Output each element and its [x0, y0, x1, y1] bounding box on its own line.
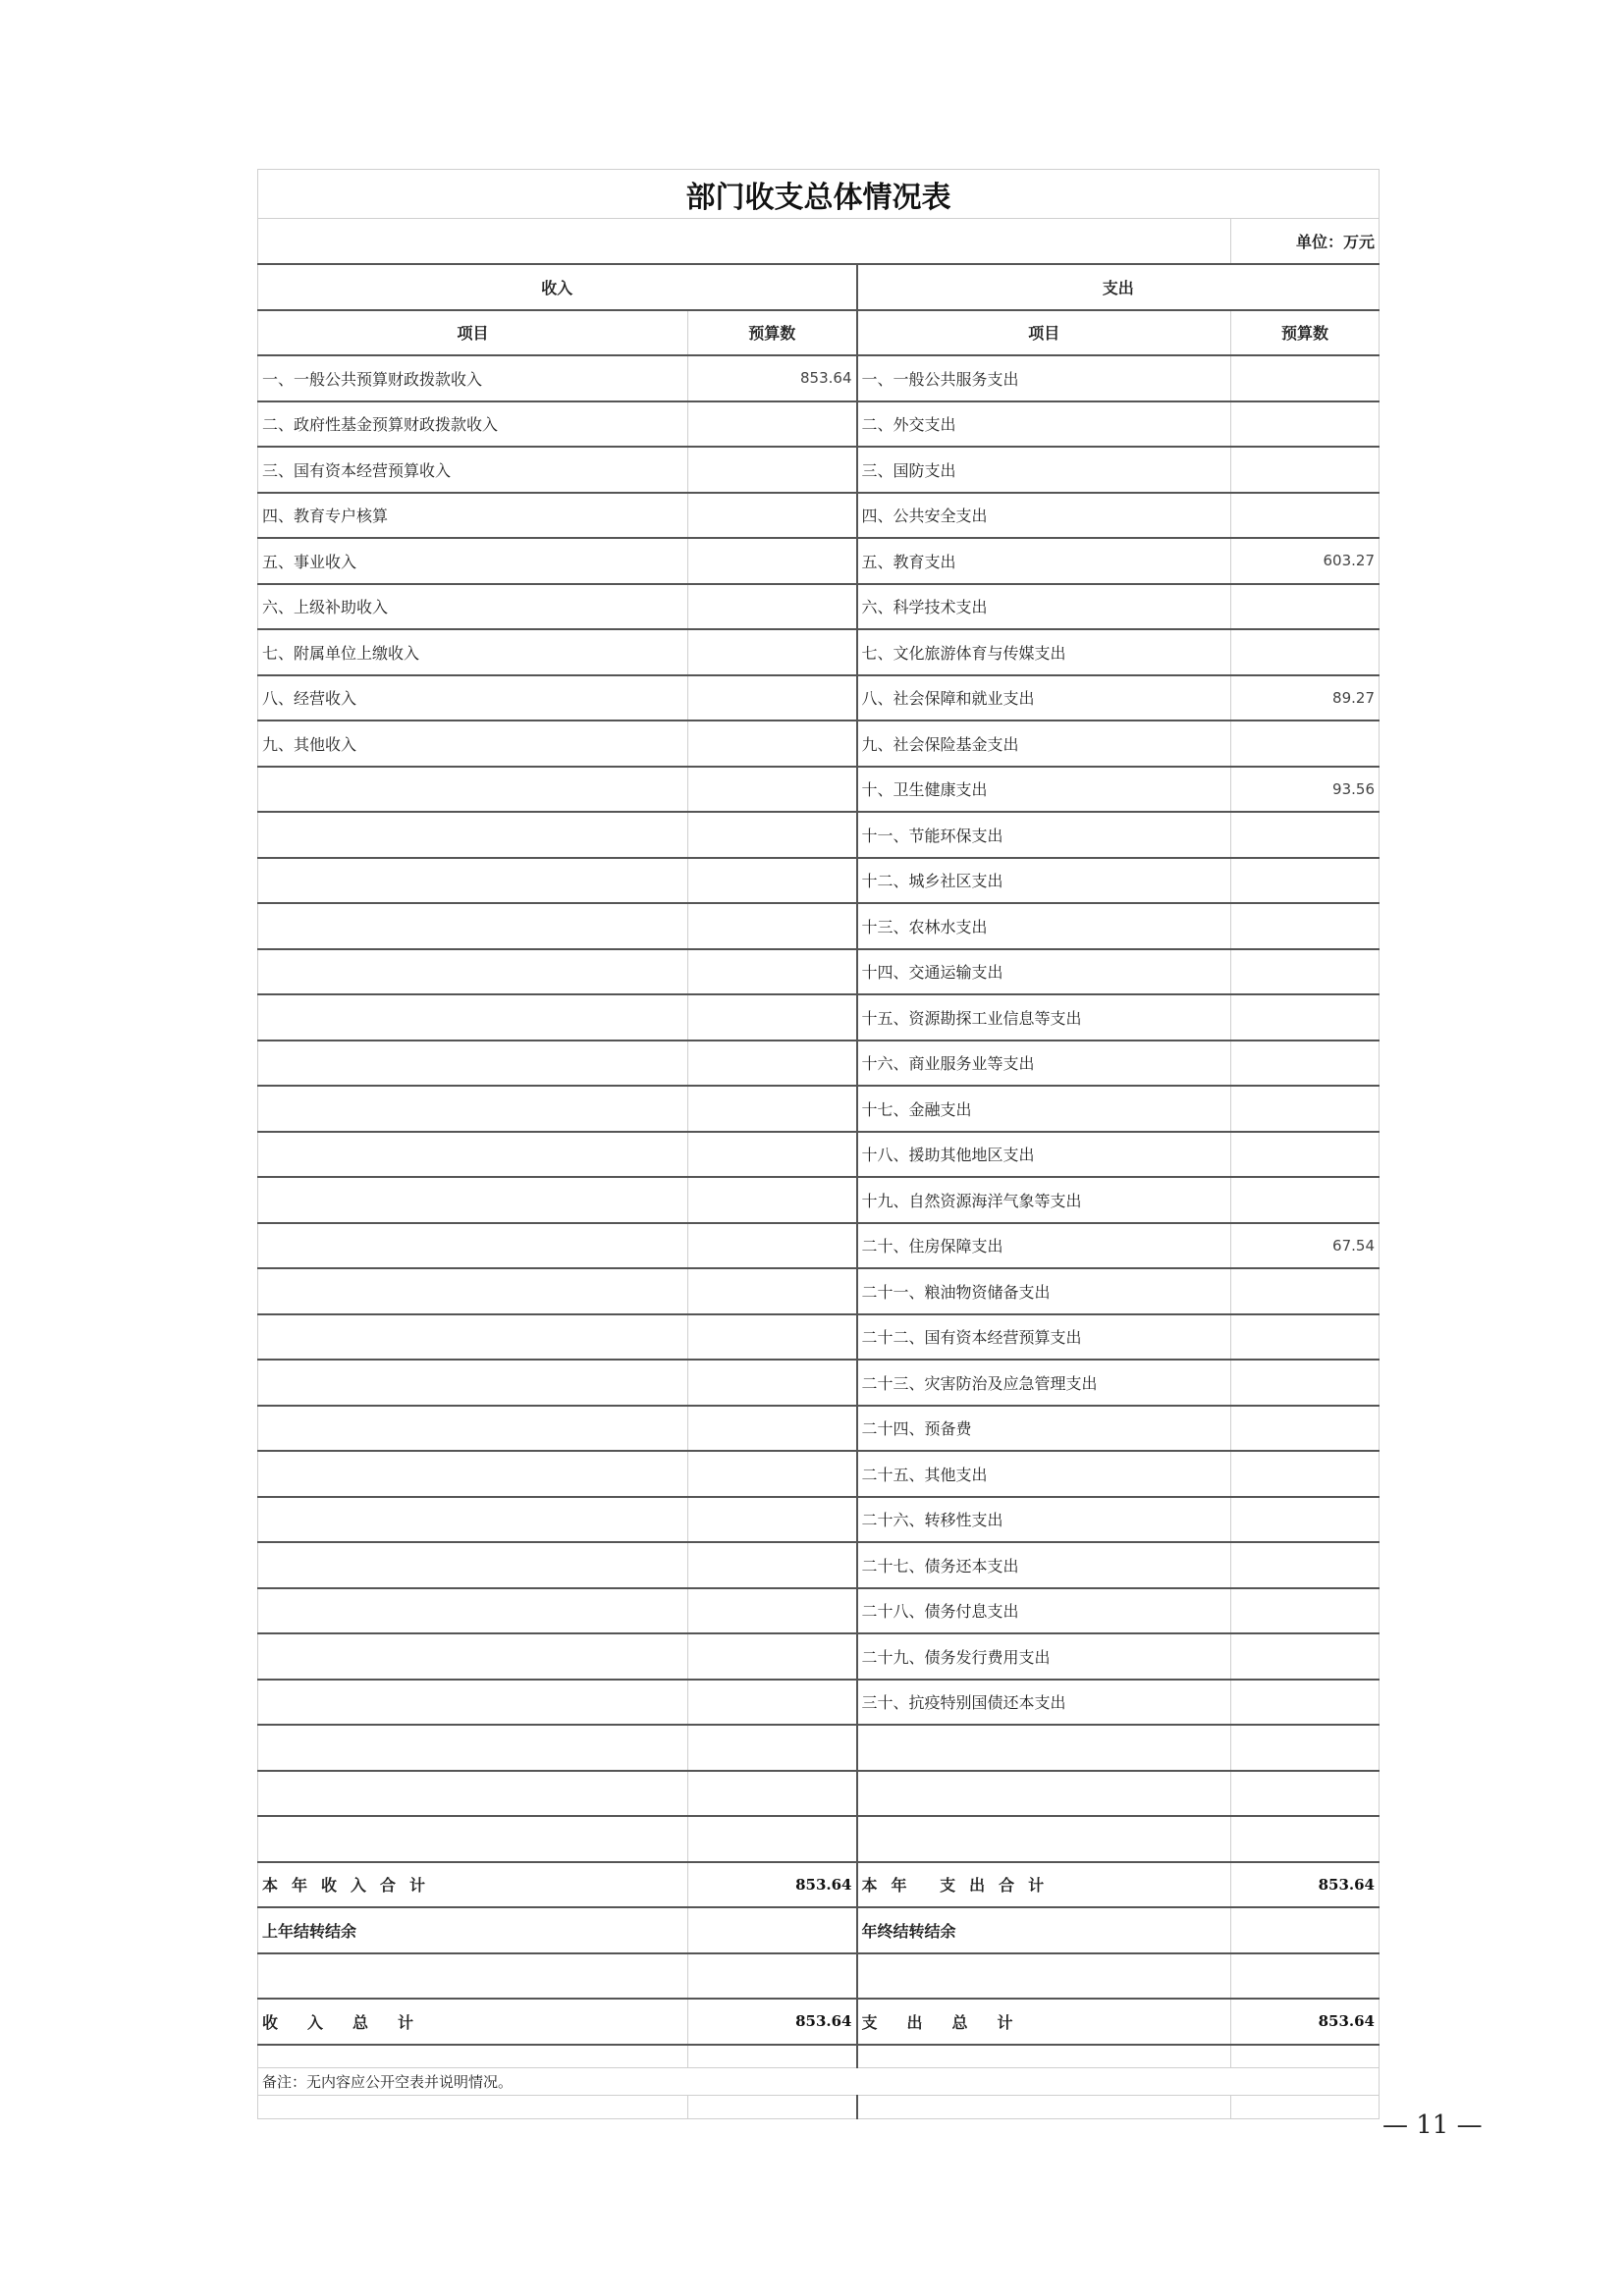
- expense-item-cell: 二十六、转移性支出: [857, 1497, 1231, 1543]
- income-value-cell: [688, 401, 857, 448]
- expense-item-cell: 二十八、债务付息支出: [857, 1588, 1231, 1634]
- table-row: [258, 1588, 1380, 1634]
- income-value-cell: [688, 1086, 857, 1132]
- expense-value-cell: [1231, 1314, 1380, 1361]
- table-row: [258, 1542, 1380, 1588]
- expense-item-cell: 十六、商业服务业等支出: [857, 1041, 1231, 1087]
- grand-income-total-value: 853.64: [688, 1999, 857, 2045]
- table-row: [258, 1680, 1380, 1726]
- expense-item-cell: 六、科学技术支出: [857, 584, 1231, 630]
- income-value-cell: [688, 994, 857, 1041]
- expense-item-cell: 九、社会保险基金支出: [857, 721, 1231, 767]
- income-item-cell: 八、经营收入: [258, 675, 688, 721]
- table-row: [258, 1223, 1380, 1269]
- expense-item-cell: 二十三、灾害防治及应急管理支出: [857, 1360, 1231, 1406]
- year-income-total-value: 853.64: [688, 1862, 857, 1908]
- income-item-cell: [258, 1588, 688, 1634]
- income-item-cell: [258, 903, 688, 949]
- income-item-cell: 九、其他收入: [258, 721, 688, 767]
- expense-item-cell: 三十、抗疫特别国债还本支出: [857, 1680, 1231, 1726]
- grand-income-total-label: 收入总计: [258, 1999, 688, 2045]
- expense-value-cell: [1231, 629, 1380, 675]
- table-row: [258, 903, 1380, 949]
- income-item-cell: [258, 1223, 688, 1269]
- expense-value-cell: [1231, 1771, 1380, 1817]
- expense-value-cell: [1231, 1725, 1380, 1771]
- income-value-cell: [688, 1771, 857, 1817]
- expense-item-cell: 十三、农林水支出: [857, 903, 1231, 949]
- income-value-cell: [688, 1268, 857, 1314]
- table-row: [258, 1177, 1380, 1223]
- income-item-cell: [258, 1771, 688, 1817]
- table-row: [258, 812, 1380, 858]
- income-value-cell: [688, 1406, 857, 1452]
- income-value-cell: [688, 1816, 857, 1862]
- income-value-cell: [688, 1588, 857, 1634]
- expense-value-cell: [1231, 903, 1380, 949]
- blank-cell: [1231, 2096, 1380, 2119]
- income-item-cell: 六、上级补助收入: [258, 584, 688, 630]
- income-item-cell: [258, 1041, 688, 1087]
- expense-item-cell: 十五、资源勘探工业信息等支出: [857, 994, 1231, 1041]
- table-row: [258, 1360, 1380, 1406]
- table-note: 备注：无内容应公开空表并说明情况。: [258, 2068, 1380, 2096]
- income-value-cell: [688, 1725, 857, 1771]
- income-item-cell: 七、附属单位上缴收入: [258, 629, 688, 675]
- table-row: [258, 994, 1380, 1041]
- income-value-cell: [688, 812, 857, 858]
- income-value-cell: [688, 447, 857, 493]
- expense-value-cell: [1231, 1588, 1380, 1634]
- income-item-cell: [258, 1268, 688, 1314]
- expense-value-cell: [1231, 493, 1380, 539]
- blank-cell: [857, 2045, 1231, 2068]
- income-value-cell: [688, 1497, 857, 1543]
- table-row: [258, 401, 1380, 448]
- expense-item-cell: 二、外交支出: [857, 401, 1231, 448]
- income-value-cell: [688, 493, 857, 539]
- table-row: [258, 1314, 1380, 1361]
- income-item-cell: 一、一般公共预算财政拨款收入: [258, 355, 688, 401]
- expense-value-cell: [1231, 1041, 1380, 1087]
- expense-value-cell: 93.56: [1231, 767, 1380, 813]
- expense-item-cell: 十二、城乡社区支出: [857, 858, 1231, 904]
- expense-value-cell: [1231, 1633, 1380, 1680]
- table-row: [258, 1406, 1380, 1452]
- income-item-cell: [258, 1177, 688, 1223]
- income-value-cell: [688, 1542, 857, 1588]
- income-item-cell: [258, 1497, 688, 1543]
- expense-item-cell: 二十、住房保障支出: [857, 1223, 1231, 1269]
- table-row: [258, 858, 1380, 904]
- income-value-cell: [688, 1132, 857, 1178]
- expense-value-cell: 89.27: [1231, 675, 1380, 721]
- expense-item-cell: 十四、交通运输支出: [857, 949, 1231, 995]
- blank-cell: [258, 1953, 688, 2000]
- table-row: [258, 1451, 1380, 1497]
- table-row: [258, 447, 1380, 493]
- expense-value-cell: [1231, 812, 1380, 858]
- table-row: [258, 1633, 1380, 1680]
- table-row: [258, 1771, 1380, 1817]
- expense-value-cell: [1231, 1360, 1380, 1406]
- expense-value-cell: [1231, 1497, 1380, 1543]
- table-row: [258, 1041, 1380, 1087]
- income-value-cell: [688, 1223, 857, 1269]
- income-item-cell: [258, 1086, 688, 1132]
- expense-budget-header: 预算数: [1231, 310, 1380, 356]
- expense-item-cell: 十九、自然资源海洋气象等支出: [857, 1177, 1231, 1223]
- income-value-cell: 853.64: [688, 355, 857, 401]
- expense-item-cell: 十、卫生健康支出: [857, 767, 1231, 813]
- expense-item-cell: 三、国防支出: [857, 447, 1231, 493]
- year-income-total-label: 本年收入合计: [258, 1862, 688, 1908]
- blank-cell: [258, 2045, 688, 2068]
- expense-header: 支出: [857, 264, 1380, 310]
- expense-item-cell: 二十九、债务发行费用支出: [857, 1633, 1231, 1680]
- expense-item-header: 项目: [857, 310, 1231, 356]
- page-number: — 11 —: [1382, 2110, 1483, 2140]
- blank-cell: [258, 2096, 688, 2119]
- grand-expense-total-label: 支出总计: [857, 1999, 1231, 2045]
- table-row: [258, 1497, 1380, 1543]
- blank-cell: [857, 1953, 1231, 2000]
- expense-item-cell: [857, 1771, 1231, 1817]
- income-value-cell: [688, 629, 857, 675]
- income-item-cell: [258, 1680, 688, 1726]
- table-row: [258, 1132, 1380, 1178]
- income-item-cell: 二、政府性基金预算财政拨款收入: [258, 401, 688, 448]
- expense-item-cell: 十八、援助其他地区支出: [857, 1132, 1231, 1178]
- income-value-cell: [688, 949, 857, 995]
- expense-item-cell: [857, 1725, 1231, 1771]
- table-row: [258, 1816, 1380, 1862]
- carry-out-label: 年终结转结余: [857, 1907, 1231, 1953]
- expense-value-cell: 67.54: [1231, 1223, 1380, 1269]
- expense-item-cell: 二十七、债务还本支出: [857, 1542, 1231, 1588]
- carry-out-value: [1231, 1907, 1380, 1953]
- blank-cell: [1231, 1953, 1380, 2000]
- expense-item-cell: 二十一、粮油物资储备支出: [857, 1268, 1231, 1314]
- income-value-cell: [688, 1177, 857, 1223]
- expense-value-cell: [1231, 1086, 1380, 1132]
- income-item-cell: [258, 1542, 688, 1588]
- expense-item-cell: 四、公共安全支出: [857, 493, 1231, 539]
- expense-item-cell: 八、社会保障和就业支出: [857, 675, 1231, 721]
- expense-item-cell: 一、一般公共服务支出: [857, 355, 1231, 401]
- income-value-cell: [688, 858, 857, 904]
- carry-in-label: 上年结转结余: [258, 1907, 688, 1953]
- income-item-cell: 四、教育专户核算: [258, 493, 688, 539]
- expense-value-cell: [1231, 1132, 1380, 1178]
- table-row: [258, 675, 1380, 721]
- income-value-cell: [688, 767, 857, 813]
- expense-item-cell: 五、教育支出: [857, 538, 1231, 584]
- income-value-cell: [688, 584, 857, 630]
- expense-value-cell: [1231, 1542, 1380, 1588]
- income-item-cell: [258, 1132, 688, 1178]
- blank-cell: [688, 2045, 857, 2068]
- table-row: [258, 629, 1380, 675]
- expense-value-cell: [1231, 858, 1380, 904]
- unit-spacer: [258, 219, 1231, 265]
- income-value-cell: [688, 538, 857, 584]
- expense-value-cell: [1231, 1816, 1380, 1862]
- expense-value-cell: [1231, 994, 1380, 1041]
- blank-cell: [1231, 2045, 1380, 2068]
- income-value-cell: [688, 1314, 857, 1361]
- expense-value-cell: [1231, 1680, 1380, 1726]
- expense-value-cell: [1231, 447, 1380, 493]
- blank-cell: [688, 2096, 857, 2119]
- grand-expense-total-value: 853.64: [1231, 1999, 1380, 2045]
- table-row: [258, 1725, 1380, 1771]
- income-value-cell: [688, 1451, 857, 1497]
- table-row: [258, 493, 1380, 539]
- income-header: 收入: [258, 264, 857, 310]
- expense-value-cell: [1231, 1451, 1380, 1497]
- expense-value-cell: [1231, 1406, 1380, 1452]
- expense-value-cell: [1231, 355, 1380, 401]
- table-row: [258, 721, 1380, 767]
- income-item-cell: [258, 1406, 688, 1452]
- expense-item-cell: 二十二、国有资本经营预算支出: [857, 1314, 1231, 1361]
- table-title: 部门收支总体情况表: [258, 170, 1380, 219]
- income-item-cell: [258, 858, 688, 904]
- income-item-cell: [258, 1816, 688, 1862]
- expense-item-cell: 二十五、其他支出: [857, 1451, 1231, 1497]
- budget-summary-table: [257, 169, 1380, 2119]
- expense-item-cell: [857, 1816, 1231, 1862]
- expense-item-cell: 二十四、预备费: [857, 1406, 1231, 1452]
- income-value-cell: [688, 1680, 857, 1726]
- expense-value-cell: [1231, 1268, 1380, 1314]
- expense-item-cell: 十七、金融支出: [857, 1086, 1231, 1132]
- expense-value-cell: [1231, 401, 1380, 448]
- table-row: [258, 949, 1380, 995]
- income-item-cell: [258, 1360, 688, 1406]
- income-item-cell: [258, 994, 688, 1041]
- year-expense-total-value: 853.64: [1231, 1862, 1380, 1908]
- income-item-cell: [258, 1314, 688, 1361]
- income-value-cell: [688, 1360, 857, 1406]
- income-item-cell: 三、国有资本经营预算收入: [258, 447, 688, 493]
- table-row: [258, 584, 1380, 630]
- expense-item-cell: 七、文化旅游体育与传媒支出: [857, 629, 1231, 675]
- income-item-cell: [258, 812, 688, 858]
- expense-value-cell: [1231, 584, 1380, 630]
- blank-cell: [857, 2096, 1231, 2119]
- income-item-cell: 五、事业收入: [258, 538, 688, 584]
- table-row: [258, 767, 1380, 813]
- expense-value-cell: [1231, 1177, 1380, 1223]
- carry-in-value: [688, 1907, 857, 1953]
- expense-value-cell: [1231, 949, 1380, 995]
- income-budget-header: 预算数: [688, 310, 857, 356]
- income-value-cell: [688, 1633, 857, 1680]
- table-row: [258, 355, 1380, 401]
- expense-item-cell: 十一、节能环保支出: [857, 812, 1231, 858]
- unit-label: 单位：万元: [1231, 219, 1380, 265]
- income-value-cell: [688, 1041, 857, 1087]
- income-value-cell: [688, 903, 857, 949]
- table-row: [258, 538, 1380, 584]
- income-item-cell: [258, 1633, 688, 1680]
- income-item-cell: [258, 1451, 688, 1497]
- income-item-cell: [258, 949, 688, 995]
- income-item-cell: [258, 1725, 688, 1771]
- blank-cell: [688, 1953, 857, 2000]
- income-item-header: 项目: [258, 310, 688, 356]
- table-row: [258, 1086, 1380, 1132]
- expense-value-cell: 603.27: [1231, 538, 1380, 584]
- income-value-cell: [688, 675, 857, 721]
- year-expense-total-label: 本年 支出合计: [857, 1862, 1231, 1908]
- expense-value-cell: [1231, 721, 1380, 767]
- table-row: [258, 1268, 1380, 1314]
- income-value-cell: [688, 721, 857, 767]
- income-item-cell: [258, 767, 688, 813]
